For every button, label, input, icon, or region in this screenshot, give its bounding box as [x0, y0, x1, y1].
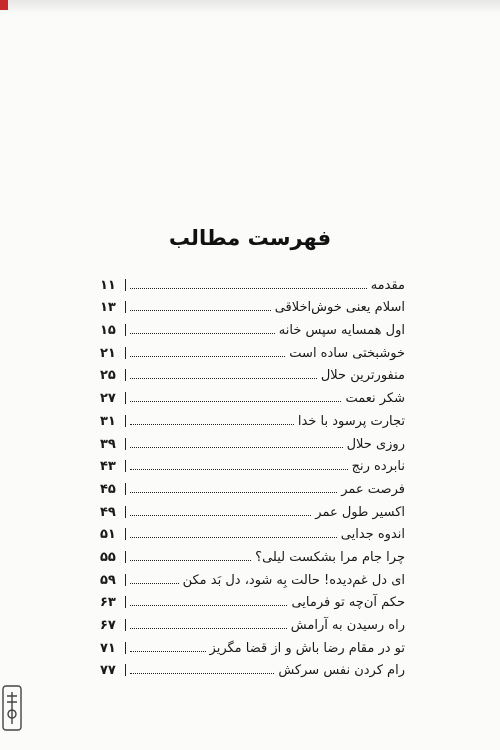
- toc-entry[interactable]: [100, 428, 405, 451]
- separator-bar: [125, 392, 126, 404]
- toc-entry[interactable]: [100, 405, 405, 428]
- toc-entry-page: ۳۹: [100, 436, 116, 452]
- dot-leader: [130, 310, 271, 311]
- toc-entry-title: شکر نعمت: [345, 391, 405, 407]
- toc-entry[interactable]: [100, 655, 405, 678]
- toc-entry-title: ای دل غم‌دیده! حالت بِه شود، دل بَد مکن: [182, 572, 405, 588]
- toc-entry-page: ۴۹: [100, 504, 116, 520]
- toc-entry[interactable]: [100, 314, 405, 337]
- toc-entry[interactable]: [100, 292, 405, 315]
- toc-entry-page: ۱۳: [100, 300, 116, 316]
- separator-bar: [125, 551, 126, 563]
- dot-leader: [130, 333, 275, 334]
- dot-leader: [130, 356, 285, 357]
- toc-entry-title: تجارت پرسود با خدا: [297, 413, 405, 429]
- dot-leader: [130, 583, 179, 584]
- toc-entry[interactable]: [100, 587, 405, 610]
- separator-bar: [125, 279, 126, 291]
- dot-leader: [130, 605, 287, 606]
- toc-entry-page: ۲۱: [100, 345, 116, 361]
- seal-icon: [1, 684, 23, 732]
- separator-bar: [125, 301, 126, 313]
- dot-leader: [130, 447, 343, 448]
- toc-entry-title: اسلام یعنی خوش‌اخلاقی: [274, 300, 405, 316]
- separator-bar: [125, 347, 126, 359]
- separator-bar: [125, 528, 126, 540]
- toc-entry-page: ۵۵: [100, 549, 116, 565]
- toc-entry-title: چرا جام مرا بشکست لیلی؟: [255, 549, 405, 565]
- toc-entry-page: ۲۵: [100, 368, 116, 384]
- separator-bar: [125, 664, 126, 676]
- separator-bar: [125, 483, 126, 495]
- page-top-edge: [0, 0, 500, 14]
- toc-entry-page: ۱۱: [100, 277, 116, 293]
- toc-entry-page: ۵۱: [100, 527, 116, 543]
- separator-bar: [125, 619, 126, 631]
- page-title: فهرست مطالب: [168, 226, 332, 250]
- toc-entry-title: منفورترین حلال: [320, 368, 405, 384]
- toc-entry[interactable]: [100, 496, 405, 519]
- toc-entry-title: راه رسیدن به آرامش: [290, 618, 405, 633]
- dot-leader: [130, 651, 206, 652]
- dot-leader: [130, 401, 341, 402]
- toc-entry-title: رام کردن نفس سرکش: [278, 663, 405, 679]
- toc-entry[interactable]: [100, 541, 405, 564]
- toc-entry-page: ۴۵: [100, 481, 116, 497]
- separator-bar: [125, 642, 126, 654]
- separator-bar: [125, 369, 126, 381]
- toc-entry-page: ۷۷: [100, 663, 116, 679]
- toc-entry-title: خوشبختی ساده است: [289, 345, 405, 361]
- toc-entry-page: ۶۷: [100, 618, 116, 633]
- dot-leader: [130, 537, 337, 538]
- table-of-contents: [100, 269, 405, 677]
- dot-leader: [130, 424, 294, 425]
- separator-bar: [125, 460, 126, 472]
- toc-entry[interactable]: [100, 609, 405, 632]
- toc-entry[interactable]: [100, 451, 405, 474]
- toc-entry-title: فرصت عمر: [341, 481, 405, 497]
- toc-entry-title: حکم آن‌چه تو فرمایی: [291, 595, 405, 611]
- separator-bar: [125, 596, 126, 608]
- toc-entry-title: تو در مقام رضا باش و از قضا مگریز: [209, 640, 405, 656]
- separator-bar: [125, 506, 126, 518]
- dot-leader: [130, 469, 348, 470]
- toc-entry[interactable]: [100, 632, 405, 655]
- toc-entry-title: نابرده رنج: [351, 459, 405, 475]
- toc-entry[interactable]: [100, 382, 405, 405]
- toc-entry[interactable]: [100, 473, 405, 496]
- toc-entry-title: اول همسایه سپس خانه: [278, 323, 405, 339]
- toc-entry-page: ۲۷: [100, 391, 116, 407]
- toc-entry-page: ۶۳: [100, 595, 116, 611]
- toc-entry[interactable]: [100, 269, 405, 292]
- dot-leader: [130, 628, 287, 629]
- toc-entry[interactable]: [100, 564, 405, 587]
- dot-leader: [130, 560, 251, 561]
- dot-leader: [130, 492, 337, 493]
- separator-bar: [125, 574, 126, 586]
- toc-entry-page: ۵۹: [100, 572, 116, 588]
- toc-entry[interactable]: [100, 337, 405, 360]
- separator-bar: [125, 438, 126, 450]
- toc-entry-title: اندوه جدایی: [340, 527, 405, 543]
- separator-bar: [125, 324, 126, 336]
- toc-entry[interactable]: [100, 360, 405, 383]
- toc-entry-title: اکسیر طول عمر: [315, 504, 405, 520]
- dot-leader: [130, 378, 317, 379]
- toc-entry[interactable]: [100, 519, 405, 542]
- toc-entry-page: ۷۱: [100, 640, 116, 656]
- dot-leader: [130, 673, 274, 674]
- toc-entry-title: مقدمه: [370, 277, 405, 293]
- toc-entry-page: ۱۵: [100, 323, 116, 339]
- toc-entry-title: روزی حلال: [346, 436, 405, 452]
- toc-entry-page: ۴۳: [100, 459, 116, 475]
- dot-leader: [130, 288, 367, 289]
- dot-leader: [130, 515, 311, 516]
- toc-entry-page: ۳۱: [100, 413, 116, 429]
- corner-mark: [0, 0, 8, 10]
- separator-bar: [125, 415, 126, 427]
